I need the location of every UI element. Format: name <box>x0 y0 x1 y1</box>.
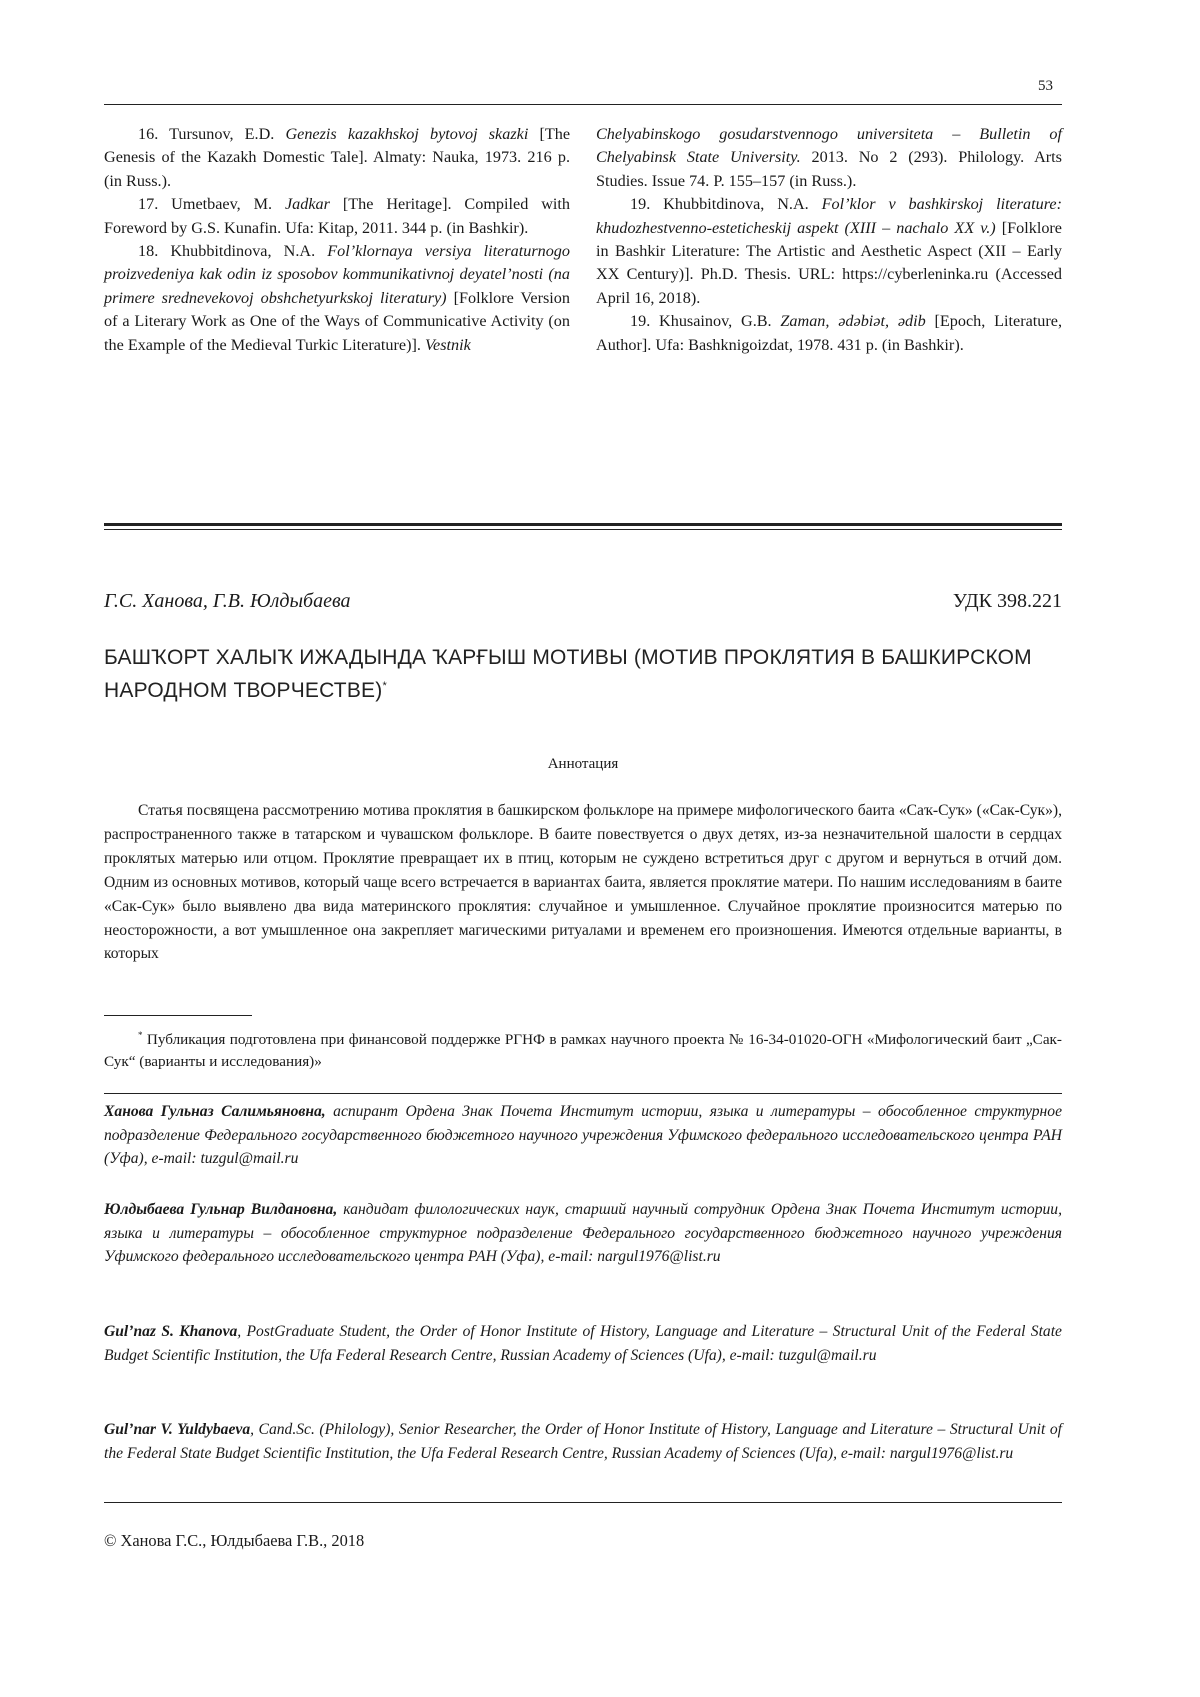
footnote-marker: * <box>382 680 387 692</box>
reference-item: 18. Khubbitdinova, N.A. Fol’klornaya versiya literaturnogo proizvedeniya kak odin iz sposobov kommunikativnoj deyatel’nosti (na primere srednevekovoj obshchetyurkskoj literatury) [Folklore Version of a Literary Work as One of the Ways of Communicative Activity (on the Example of the Medieval Turkic Literature)]. Vestnik <box>104 242 570 354</box>
reference-item: 19. Khubbitdinova, N.A. Fol’klor v bashkirskoj literature: khudozhestvenno-esteticheskij aspekt (XIII – nachalo XX v.) [Folklore in Bashkir Literature: The Artistic and Aesthetic Aspect (XII – Early XX Century)]. Ph.D. Thesis. URL: https://cyberleninka.ru (Accessed April 16, 2018). <box>596 195 1063 307</box>
reference-continuation: Chelyabinskogo gosudarstvennogo universiteta – Bulletin of Chelyabinsk State University. 2013. No 2 (293). Philology. Arts Studies. Issue 74. P. 155–157 (in Russ.). <box>596 125 1062 190</box>
header-rule <box>104 104 1062 105</box>
reference-column-right <box>596 123 1062 357</box>
author-info-rule-top <box>104 1093 1062 1094</box>
footnote-rule <box>104 1015 252 1016</box>
page-number: 53 <box>1038 78 1053 94</box>
section-divider-thin <box>104 529 1062 530</box>
author-info-rule-bottom <box>104 1502 1062 1503</box>
reference-column-left <box>104 123 570 357</box>
author-info-item: Gul’naz S. Khanova, PostGraduate Student, the Order of Honor Institute of History, Language and Literature – Structural Unit of the Federal State Budget Scientific Institution, the Ufa Federal Research Centre, Russian Academy of Sciences (Ufa), e-mail: tuzgul@mail.ru <box>104 1323 1062 1364</box>
reference-item: 19. Khusainov, G.B. Zaman, ədəbiət, ədib [Epoch, Literature, Author]. Ufa: Bashknigoizdat, 1978. 431 p. (in Bashkir). <box>596 312 1062 354</box>
reference-item: 16. Tursunov, E.D. Genezis kazakhskoj bytovoj skazki [The Genesis of the Kazakh Domestic Tale]. Almaty: Nauka, 1973. 216 p. (in Russ.). <box>104 125 571 190</box>
reference-list <box>104 123 1062 357</box>
section-divider <box>104 523 1062 526</box>
author-info-item: Юлдыбаева Гульнар Вилдановна, кандидат филологических наук, старший научный сотрудник Ордена Знак Почета Институт истории, языка и литературы – обособленное структурное подразделение Федерального государственного бюджетного научного учреждения Уфимского федерального исследовательского центра РАН (Уфа), e-mail: nargul1976@list.ru <box>104 1201 1063 1265</box>
udc-code: УДК 398.221 <box>952 590 1062 612</box>
author-info-item: Gul’nar V. Yuldybaeva, Cand.Sc. (Philology), Senior Researcher, the Order of Honor Institute of History, Language and Literature – Structural Unit of the Federal State Budget Scientific Institution, the Ufa Federal Research Centre, Russian Academy of Sciences (Ufa), e-mail: nargul1976@list.ru <box>104 1421 1062 1462</box>
article-title: БАШҠОРТ ХАЛЫҠ ИЖАДЫНДА ҠАРҒЫШ МОТИВЫ (МОТИВ ПРОКЛЯТИЯ В БАШКИРСКОМ НАРОДНОМ ТВОРЧЕСТВЕ)* <box>104 646 1032 702</box>
footnote: * Публикация подготовлена при финансовой поддержке РГНФ в рамках научного проекта № 16-34-01020-ОГН «Мифологический баит „Сак-Сук“ (варианты и исследования)» <box>104 1030 1062 1071</box>
article-authors: Г.С. Ханова, Г.В. Юлдыбаева <box>104 590 351 612</box>
copyright: © Ханова Г.С., Юлдыбаева Г.В., 2018 <box>104 1531 365 1550</box>
author-info-item: Ханова Гульназ Салимьяновна, аспирант Ордена Знак Почета Институт истории, языка и литературы – обособленное структурное подразделение Федерального государственного бюджетного научного учреждения Уфимского федерального исследовательского центра РАН (Уфа), e-mail: tuzgul@mail.ru <box>104 1103 1062 1167</box>
reference-item: 17. Umetbaev, M. Jadkar [The Heritage]. Compiled with Foreword by G.S. Kunafin. Ufa: Kitap, 2011. 344 p. (in Bashkir). <box>104 195 570 237</box>
abstract-text: Статья посвящена рассмотрению мотива проклятия в башкирском фольклоре на примере мифологического баита «Саҡ-Суҡ» («Сак-Сук»), распространенного также в татарском и чувашском фольклоре. В баите повествуется о двух детях, из-за незначительной шалости в сердцах проклятых матерью или отцом. Проклятие превращает их в птиц, которым не суждено встретиться друг с другом и вернуться в отчий дом. Одним из основных мотивов, который чаще всего встречается в вариантах баита, является проклятие матери. По нашим исследованиям в баите «Сак-Сук» было выявлено два вида материнского проклятия: случайное и умышленное. Случайное проклятие произносится матерью по неосторожности, а вот умышленное она закрепляет магическими ритуалами и временем его произношения. Имеются отдельные варианты, в которых <box>104 802 1062 963</box>
abstract-heading: Аннотация <box>547 756 619 772</box>
article-header <box>104 590 1062 613</box>
